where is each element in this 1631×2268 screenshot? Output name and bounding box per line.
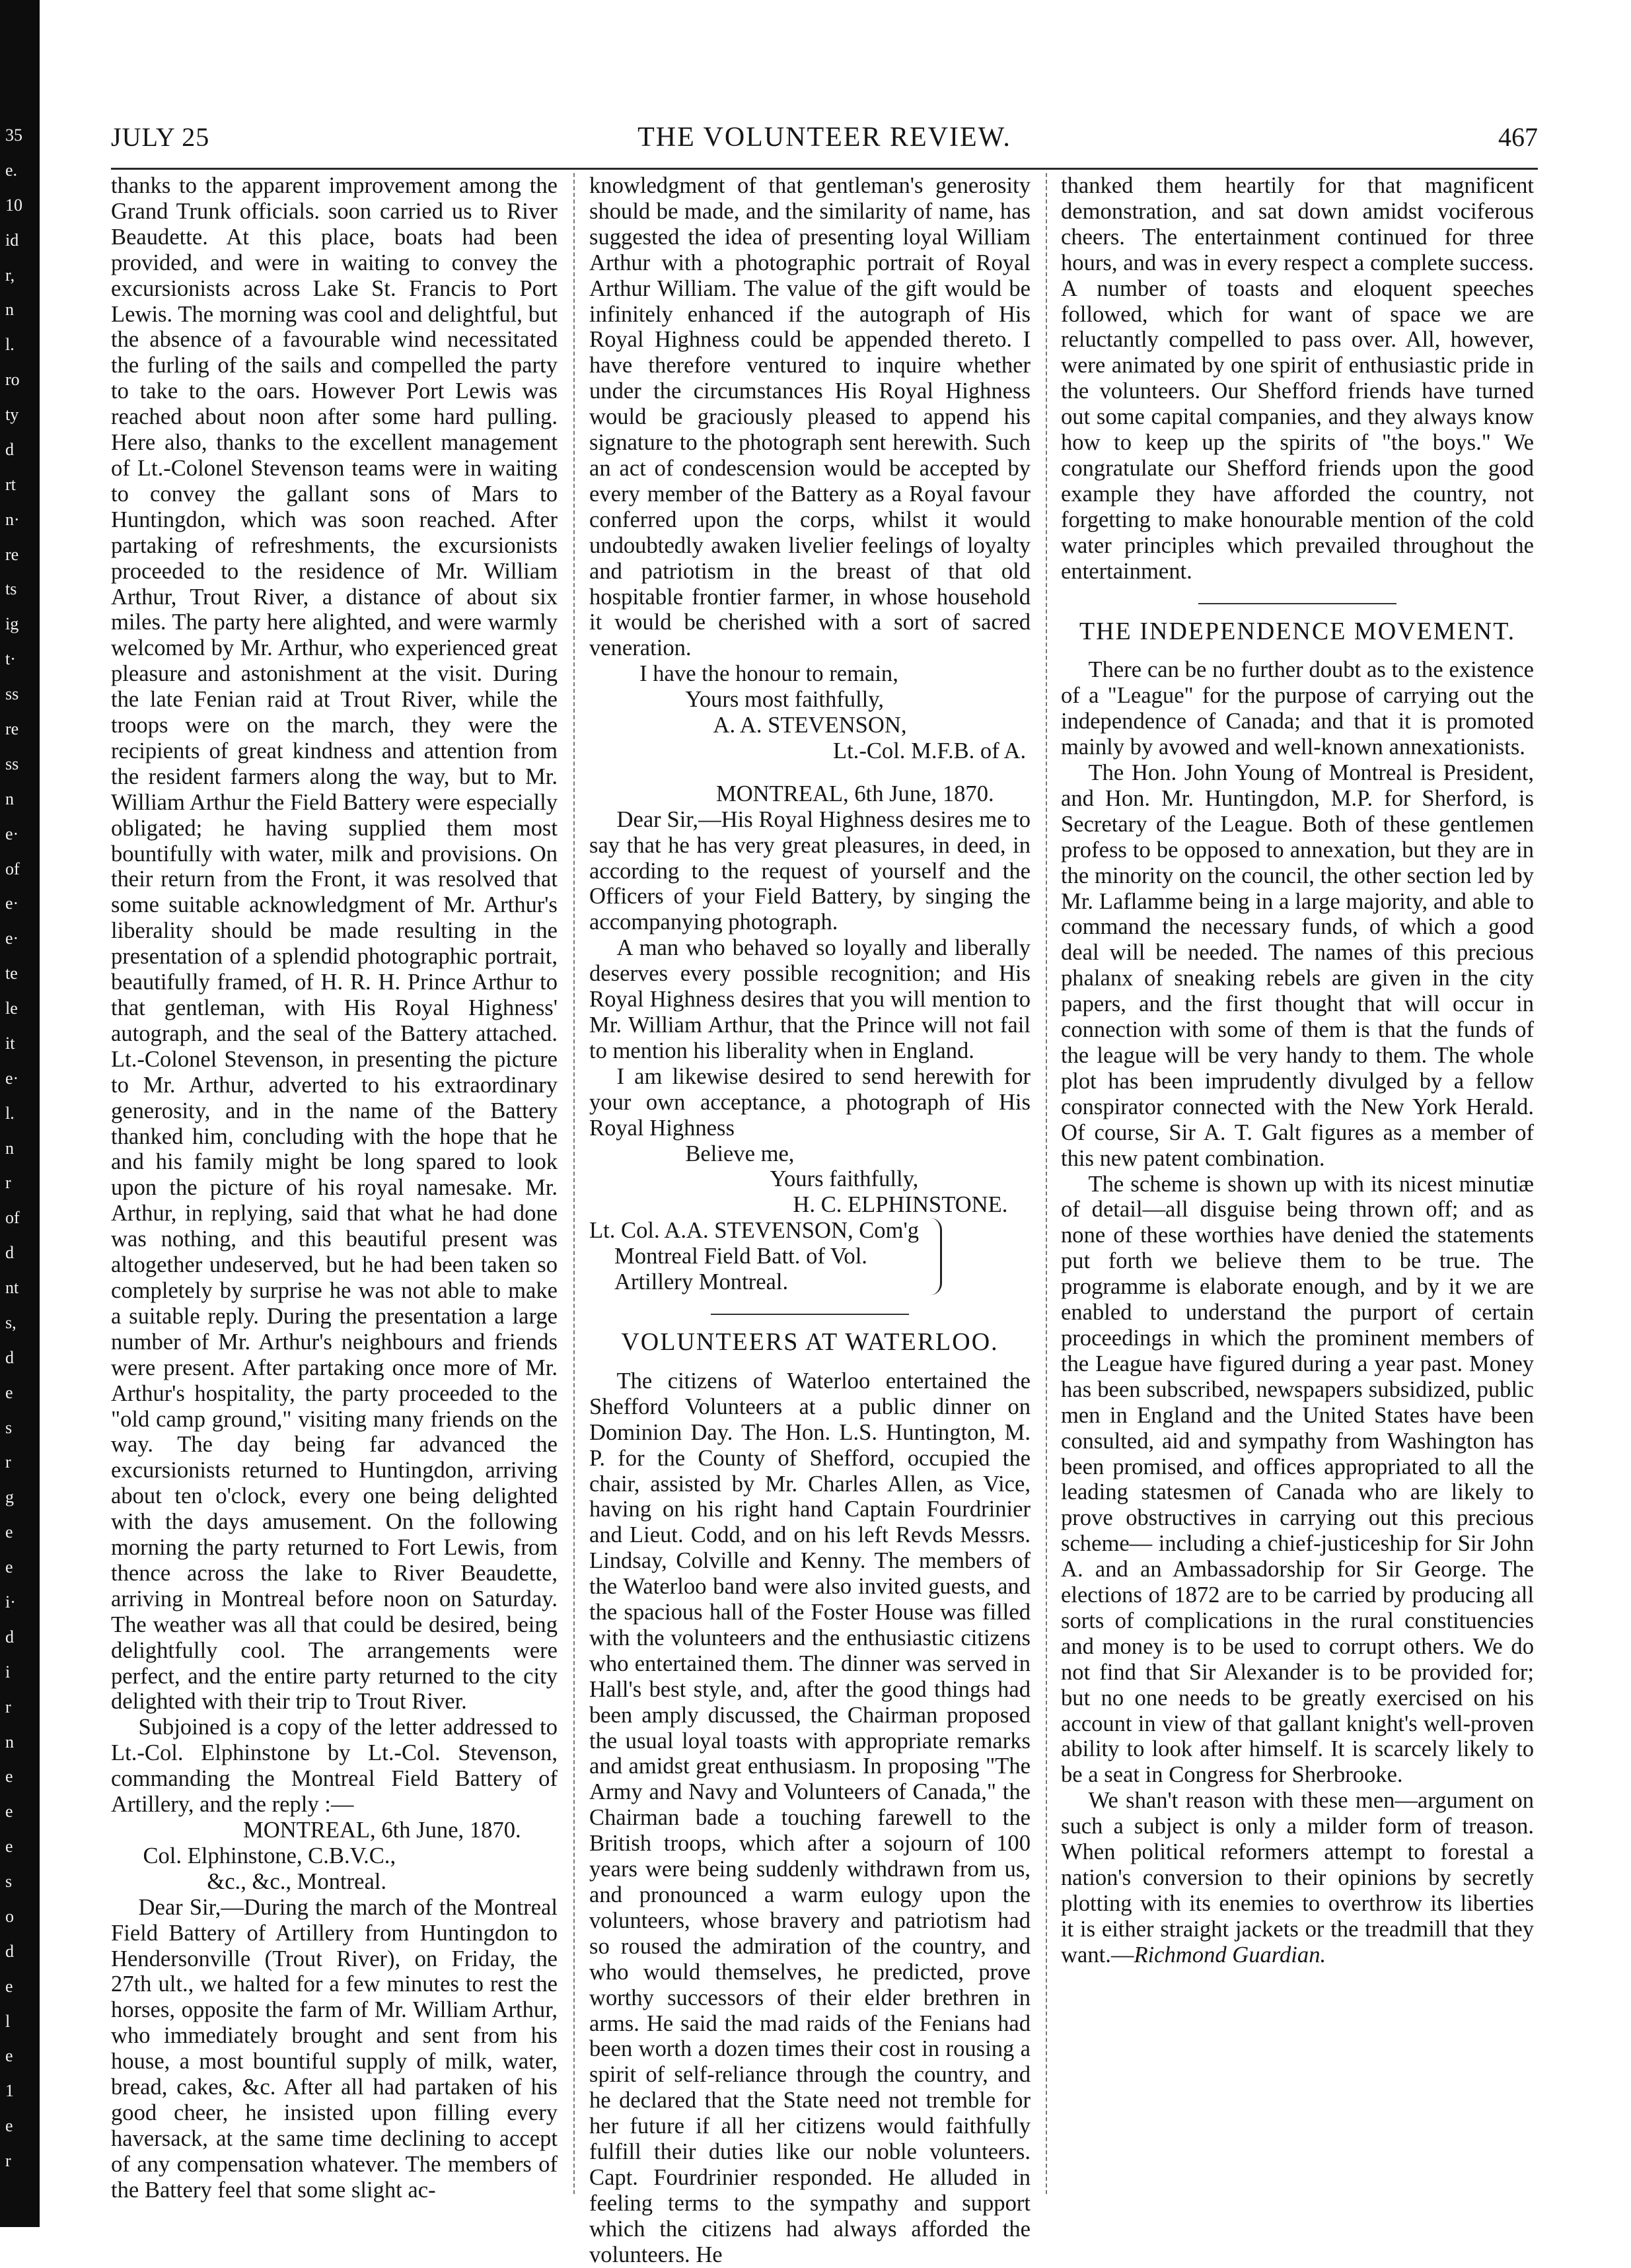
section-heading: VOLUNTEERS AT WATERLOO. <box>621 1328 999 1356</box>
margin-fragment: 35 <box>5 125 22 145</box>
letter-closing: Yours most faithfully, <box>685 687 884 713</box>
article-paragraph: The scheme is shown up with its nicest minutiæ of detail—all disguise being thrown off; and as none of these worthies have denied the statements put forth we believe them to be true. The programme is elaborate enough, and by it we are enabled to understand the purport of certain proceedings in which the prominent members of the League have figured during a year past. Money has been subscribed, newspapers subsidized, public men in England and the United States have been consulted, aid and sympathy from Washington has been promised, and offices appropriated to all the leading statesmen of Canada who are likely to prove obstructives in carrying out this precious scheme— including a chief-justiceship for Sir John A. and an Ambassadorship for Sir George. The elections of 1872 are to be carried by producing all sorts of complications in the rural constituencies and money is to be used to corrupt others. We do not find that Sir Alexander is to be provided for; but no one needs to be greatly exercised on his account in view of that gallant knight's well-proven ability to look after himself. It is scarcely likely to be a seat in Congress for Sherbrooke. <box>1061 1171 1534 1788</box>
margin-fragment: i <box>5 1662 11 1682</box>
margin-fragment: e <box>5 1977 13 1996</box>
margin-fragment: ty <box>5 405 19 424</box>
closing-text: We shan't reason with these men—argument on such a subject is only a milder form of treason. When political reformers attempt to forestal a nation's conversion to their opinions by secretly plotting with its enemies to overthrow its liberties it is either straight jackets or the treadmill that they want.— <box>1061 1788 1534 1967</box>
margin-fragment: e· <box>5 929 19 948</box>
margin-fragment: n <box>5 789 14 808</box>
margin-fragment: re <box>5 545 19 564</box>
article-paragraph: There can be no further doubt as to the existence of a "League" for the purpose of carrying out the independence of Canada; and that it is promoted mainly by avowed and well-known annexationists. <box>1061 657 1534 760</box>
margin-fragment: r, <box>5 266 15 285</box>
margin-fragment: e <box>5 2116 13 2135</box>
letter-body: Dear Sir,—During the march of the Montreal Field Battery of Artillery from Huntingdon to Hendersonville (Trout River), on Friday, the 27th ult., we halted for a few minutes to rest the horses, opposite the farm of Mr. William Arthur, who immediately brought and sent from his house, a most bountiful supply of milk, water, bread, cakes, &c. After all had partaken of his good cheer, he insisted upon filling every haversack, at the same time declining to accept of any compensation whatever. The members of the Battery feel that some slight ac- <box>111 1894 558 2203</box>
margin-fragment: d <box>5 440 14 459</box>
column-1 <box>111 173 558 2203</box>
margin-fragment: d <box>5 1348 14 1367</box>
margin-fragment: 10 <box>5 195 22 215</box>
margin-fragment: e· <box>5 824 19 843</box>
margin-fragment: nt <box>5 1278 19 1297</box>
margin-fragment: s <box>5 1872 13 1891</box>
margin-fragment: d <box>5 1942 14 1961</box>
letter-closing: Believe me, <box>685 1141 795 1166</box>
letter-closing: I have the honour to remain, <box>639 661 898 687</box>
margin-fragment: l <box>5 2012 11 2031</box>
recipient-line: Lt. Col. A.A. STEVENSON, Com'g <box>589 1218 920 1244</box>
letter-signature: A. A. STEVENSON, <box>713 713 907 738</box>
margin-fragment: r <box>5 1452 11 1471</box>
letter-paragraph: Dear Sir,—His Royal Highness desires me to say that he has very great pleasures, in deed, in according to the request of yourself and the Officers of your Field Battery, by singing the accompanying photograph. <box>589 806 1031 935</box>
margin-fragment: n <box>5 1732 14 1752</box>
margin-fragment: le <box>5 999 18 1018</box>
brace-mark <box>924 1218 942 1295</box>
margin-fragment: ss <box>5 754 19 773</box>
letter-paragraph: A man who behaved so loyally and liberally deserves every possible recognition; and His Royal Highness desires that you will mention to Mr. William Arthur, that the Prince will not fail to mention his liberality when in England. <box>589 935 1031 1063</box>
margin-fragment: e <box>5 1522 13 1542</box>
letter-address: &c., &c., Montreal. <box>207 1868 387 1894</box>
margin-fragment: n· <box>5 510 20 529</box>
letter-addressee: Col. Elphinstone, C.B.V.C., <box>143 1843 396 1868</box>
margin-fragment: id <box>5 230 19 250</box>
margin-fragment: l. <box>5 1104 15 1123</box>
margin-fragment: e <box>5 2046 13 2065</box>
margin-fragment: ro <box>5 370 20 389</box>
issue-date: JULY 25 <box>111 122 210 152</box>
margin-fragment: ig <box>5 614 19 633</box>
margin-fragment: o <box>5 1907 14 1926</box>
margin-fragment: of <box>5 859 20 878</box>
margin-fragment: 1 <box>5 2081 14 2100</box>
letter-paragraph: I am likewise desired to send herewith for your own acceptance, a photograph of His Royal Highness <box>589 1063 1031 1141</box>
margin-fragment: re <box>5 719 19 738</box>
article-paragraph: The citizens of Waterloo entertained the Shefford Volunteers at a public dinner on Dominion Day. The Hon. L.S. Huntington, M. P. for the County of Shefford, occupied the chair, assisted by Mr. Charles Allen, as Vice, having on his right hand Captain Fourdrinier and Lieut. Codd, and on his left Revds Messrs. Lindsay, Colville and Kenny. The members of the Waterloo band were also invited guests, and the spacious hall of the Foster House was filled with the volunteers and the enthusiastic citizens who entertained them. The dinner was served in Hall's best style, and, after the good things had been amply discussed, the Chairman proposed the usual loyal toasts with appropriate remarks and amidst great enthusiasm. In proposing "The Army and Navy and Volunteers of Canada," the Chairman bade a touching farewell to the British troops, which after a sojourn of 100 years were being suddenly withdrawn from us, and pronounced a warm eulogy upon the volunteers, whose bravery and patriotism had so roused the admiration of the country, and who would themselves, he predicted, prove worthy successors of their elder brethren in arms. He said the mad raids of the Fenians had been worth a dozen times their cost in rousing a spirit of self-reliance through the country, and he declared that the State need not tremble for her future if all her citizens would faithfully fulfill their duties like our noble volunteers. Capt. Fourdrinier responded. He alluded in feeling terms to the sympathy and support which the citizens had always afforded the volunteers. He <box>589 1368 1031 2267</box>
column-rule-2 <box>1046 173 1047 2194</box>
margin-fragment: s <box>5 1418 13 1437</box>
recipient-line: Artillery Montreal. <box>614 1269 789 1295</box>
article-paragraph-continued: thanked them heartily for that magnificent demonstration, and sat down amidst vociferous cheers. The entertainment continued for three hours, and was in every respect a complete success. A number of toasts and eloquent speeches followed, which for want of space we are reluctantly compelled to pass over. All, however, were animated by one spirit of enthusiastic pride in the volunteers. Our Shefford friends have turned out some capital companies, and they always know how to keep up the spirits of "the boys." We congratulate our Shefford friends upon the good example they have afforded the country, not forgetting to make honourable mention of the cold water principles which prevailed throughout the entertainment. <box>1061 173 1534 584</box>
adjacent-page-fragments <box>0 125 40 2193</box>
margin-fragment: d <box>5 1243 14 1262</box>
letter-dateline: MONTREAL, 6th June, 1870. <box>715 781 994 806</box>
margin-fragment: ss <box>5 684 19 703</box>
margin-fragment: r <box>5 1173 11 1192</box>
letter-closing: Yours faithfully, <box>770 1166 919 1192</box>
margin-fragment: of <box>5 1208 20 1227</box>
margin-fragment: it <box>5 1034 15 1053</box>
margin-fragment: te <box>5 964 18 983</box>
section-heading: THE INDEPENDENCE MOVEMENT. <box>1079 617 1516 645</box>
column-rule-1 <box>573 173 575 2194</box>
margin-fragment: i· <box>5 1592 16 1612</box>
article-paragraph: The Hon. John Young of Montreal is President, and Hon. Mr. Huntingdon, M.P. for Sherford, is Secretary of the League. Both of these gentlemen profess to be opposed to annexation, but they are in the minority on the council, the other section led by Mr. Laflamme being in a large majority, and able to command the necessary funds, of which a good deal will be needed. The names of this precious phalanx of sneaking rebels are given in the city papers, and the first thought that will occur in connection with some of them is that the funds of the league will be very handy to them. The whole plot has been imprudently divulged by a fellow conspirator connected with the New York Herald. Of course, Sir A. T. Galt figures as a member of this new patent combination. <box>1061 760 1534 1171</box>
column-2 <box>589 173 1031 2267</box>
margin-fragment: ts <box>5 579 17 598</box>
article-paragraph: Subjoined is a copy of the letter addressed to Lt.-Col. Elphinstone by Lt.-Col. Stevenson, commanding the Montreal Field Battery of Artillery, and the reply :— <box>111 1715 558 1818</box>
letter-body-continued: knowledgment of that gentleman's generosity should be made, and the similarity of name, has suggested the idea of presenting loyal William Arthur with a photographic portrait of Royal Arthur William. The value of the gift would be infinitely enhanced if the autograph of His Royal Highness could be appended thereto. I have therefore ventured to inquire whether under the circumstances His Royal Highness would be graciously pleased to append his signature to the photograph sent herewith. Such an act of condescension would be accepted by every member of the Battery as a Royal favour conferred upon the corps, whilst it would undoubtedly awaken livelier feelings of loyalty and patriotism in the breast of that old hospitable frontier farmer, in whose household it would be cherished with a sort of sacred veneration. <box>589 173 1031 661</box>
margin-fragment: e <box>5 1767 13 1786</box>
margin-fragment: n <box>5 1139 14 1158</box>
section-divider <box>1198 603 1396 604</box>
section-divider <box>711 1314 909 1315</box>
margin-fragment: s, <box>5 1313 17 1332</box>
margin-fragment: e· <box>5 1069 19 1088</box>
letter-signature-rank: Lt.-Col. M.F.B. of A. <box>832 738 1027 763</box>
letter-recipient-block <box>589 1218 1031 1295</box>
margin-fragment: r <box>5 2151 11 2170</box>
article-paragraph <box>1061 1788 1534 1967</box>
recipient-line: Montreal Field Batt. of Vol. <box>614 1244 867 1269</box>
margin-fragment: e <box>5 1802 13 1821</box>
margin-fragment: e. <box>5 160 18 180</box>
margin-fragment: e· <box>5 894 19 913</box>
article-paragraph: thanks to the apparent improvement among the Grand Trunk officials. soon carried us to River Beaudette. At this place, boats had been provided, and were in waiting to convey the excursionists across Lake St. Francis to Port Lewis. The morning was cool and delightful, but the absence of a favourable wind necessitated the furling of the sails and compelled the party to take to the oars. However Port Lewis was reached about noon after some hard pulling. Here also, thanks to the excellent management of Lt.-Colonel Stevenson teams were in waiting to convey the gallant sons of Mars to Huntingdon, which was soon reached. After partaking of refreshments, the excursionists proceeded to the residence of Mr. William Arthur, Trout River, a distance of about six miles. The party here alighted, and were warmly welcomed by Mr. Arthur, who experienced great pleasure and astonishment at the visit. During the late Fenian raid at Trout River, while the troops were on the march, they were the recipients of great kindness and attention from the resident farmers along the way, but to Mr. William Arthur the Field Battery were especially obligated; he having supplied them most bountifully with water, milk and provisions. On their return from the Front, it was resolved that some suitable acknowledgment of Mr. Arthur's liberality should be made resulting in the presentation of a splendid photographic portrait, beautifully framed, of H. R. H. Prince Arthur to that gentleman, with His Royal Highness' autograph, and the seal of the Battery attached. Lt.-Colonel Stevenson, in presenting the picture to Mr. Arthur, adverted to his extraordinary generosity, and in the name of the Battery thanked him, concluding with the hope that he and his family might be long spared to look upon the picture of his royal namesake. Mr. Arthur, in replying, said that what he had done was nothing, and this beautiful present was altogether undeserved, but he had been taken so completely by surprise he was not able to make a suitable reply. During the presentation a large number of Mr. Arthur's neighbours and friends were present. After partaking once more of Mr. Arthur's hospitality, the party proceeded to the "old camp ground," visiting many friends on the way. The day being far advanced the excursionists returned to Huntingdon, arriving about ten o'clock, every one being delighted with the days amusement. On the following morning the party returned to Fort Lewis, from thence across the lake to River Beaudette, arriving in Montreal before noon on Saturday. The weather was all that could be desired, being delightfully cool. The arrangements were perfect, and the entire party returned to the city delighted with their trip to Trout River. <box>111 173 558 1715</box>
page-header <box>111 122 1538 170</box>
margin-fragment: t· <box>5 649 16 668</box>
margin-fragment: e <box>5 1557 13 1577</box>
margin-fragment: n <box>5 300 14 319</box>
source-credit: Richmond Guardian. <box>1134 1942 1326 1967</box>
letter-dateline: MONTREAL, 6th June, 1870. <box>242 1818 521 1843</box>
margin-fragment: l. <box>5 335 15 354</box>
margin-fragment: g <box>5 1487 14 1506</box>
margin-fragment: rt <box>5 475 16 494</box>
margin-fragment: e <box>5 1383 13 1402</box>
newspaper-title: THE VOLUNTEER REVIEW. <box>637 122 1011 153</box>
margin-fragment: r <box>5 1697 11 1717</box>
letter-signature: H. C. ELPHINSTONE. <box>793 1192 1008 1218</box>
margin-fragment: d <box>5 1627 14 1647</box>
margin-fragment: e <box>5 1837 13 1856</box>
page-number: 467 <box>1498 122 1538 152</box>
column-3 <box>1061 173 1534 2194</box>
